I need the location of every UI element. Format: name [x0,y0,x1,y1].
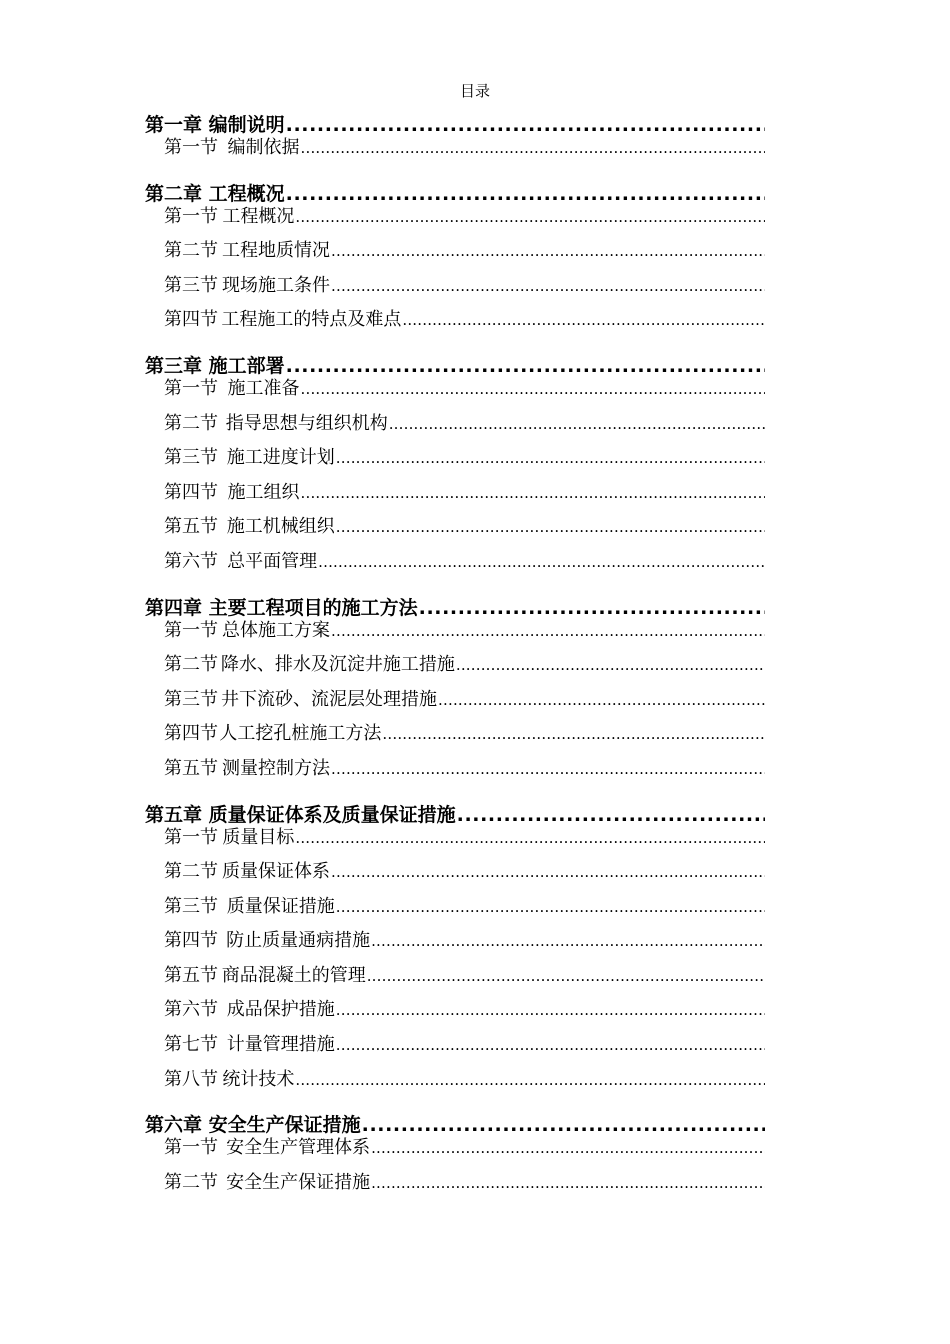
section-title: 成品保护措施 [226,999,335,1021]
section-number: 第八节 [164,1068,218,1090]
toc-chapter-entry[interactable] [145,595,765,621]
section-title: 施工组织 [227,481,300,503]
dot-leader [286,112,765,138]
dot-leader [456,653,765,677]
dot-leader [331,860,765,884]
dot-leader [371,1136,765,1160]
dot-leader [336,515,765,539]
toc-chapter-entry[interactable] [145,1112,765,1138]
section-title: 质量保证体系 [222,861,331,883]
toc-section-entry[interactable] [145,377,765,412]
section-title: 防止质量通病措施 [226,930,371,952]
toc-section-entry[interactable] [145,1136,765,1171]
section-title: 测量控制方法 [222,757,331,779]
toc-section-entry[interactable] [145,274,765,309]
toc-section-entry[interactable] [145,136,765,171]
dot-leader [371,1171,765,1195]
section-number: 第一节 [164,377,218,399]
toc-section-entry[interactable] [145,412,765,447]
dot-leader [419,595,765,621]
section-number: 第一节 [164,619,218,641]
section-title: 编制依据 [227,137,300,158]
section-number: 第四节 [164,481,218,503]
dot-leader [286,353,765,379]
dot-leader [336,446,765,470]
section-number: 第六节 [164,550,218,572]
section-number: 第二节 [164,654,218,676]
toc-section-entry[interactable] [145,481,765,516]
section-title: 质量目标 [222,826,295,848]
dot-leader [382,722,765,746]
toc-section-entry[interactable] [145,929,765,964]
toc-chapter-block [145,181,765,343]
chapter-heading: 第五章 质量保证体系及质量保证措施 [145,803,456,826]
dot-leader [331,274,765,298]
section-title: 降水、排水及沉淀井施工措施 [220,654,455,676]
dot-leader [331,239,765,263]
dot-leader [331,619,765,643]
section-title: 工程地质情况 [222,240,331,262]
dot-leader [301,377,765,401]
table-of-contents [145,112,765,1215]
toc-section-entry[interactable] [145,239,765,274]
toc-chapter-block [145,1112,765,1205]
dot-leader [336,1033,765,1057]
section-number: 第三节 [164,274,218,296]
toc-section-entry[interactable] [145,757,765,792]
dot-leader [457,802,765,828]
toc-section-entry[interactable] [145,998,765,1033]
section-number: 第四节 [164,930,218,952]
chapter-heading: 第四章 主要工程项目的施工方法 [145,596,418,619]
toc-section-entry[interactable] [145,826,765,861]
section-number: 第六节 [164,999,218,1021]
section-number: 第七节 [164,1034,218,1056]
section-title: 质量保证措施 [226,895,335,917]
section-number: 第四节 [164,723,218,745]
section-title: 统计技术 [222,1068,295,1090]
section-number: 第二节 [164,861,218,883]
dot-leader [336,895,765,919]
section-number: 第一节 [164,205,218,227]
section-number: 第三节 [164,895,218,917]
section-number: 第二节 [164,240,218,262]
section-title: 现场施工条件 [222,274,331,296]
section-number: 第四节 [164,309,218,331]
section-title: 施工准备 [227,377,300,399]
toc-chapter-entry[interactable] [145,181,765,207]
section-title: 安全生产保证措施 [226,1171,371,1193]
section-number: 第三节 [164,447,218,469]
dot-leader [371,929,765,953]
chapter-heading: 第六章 安全生产保证措施 [145,1114,361,1137]
dot-leader [295,1068,765,1092]
toc-title: 目录 [459,82,490,100]
toc-section-entry[interactable] [145,653,765,688]
dot-leader [402,308,765,332]
chapter-heading: 第二章 工程概况 [145,182,285,205]
section-number: 第三节 [164,688,218,710]
section-title: 井下流砂、流泥层处理措施 [221,688,438,710]
dot-leader [389,412,765,436]
section-number: 第二节 [164,1171,218,1193]
section-title: 指导思想与组织机构 [225,412,388,434]
toc-section-entry[interactable] [145,550,765,585]
toc-section-entry[interactable] [145,1033,765,1068]
toc-chapter-block [145,353,765,585]
chapter-heading: 第一章 编制说明 [145,114,285,136]
section-number: 第二节 [164,412,218,434]
section-title: 总体施工方案 [222,619,331,641]
dot-leader [362,1112,765,1138]
section-number: 第一节 [164,137,218,158]
dot-leader [301,481,765,505]
toc-section-entry[interactable] [145,308,765,343]
toc-chapter-entry[interactable] [145,802,765,828]
dot-leader [438,688,765,712]
toc-section-entry[interactable] [145,619,765,654]
toc-section-entry[interactable] [145,1171,765,1206]
dot-leader [367,964,765,988]
section-number: 第五节 [164,964,218,986]
toc-section-entry[interactable] [145,860,765,895]
section-title: 人工挖孔桩施工方法 [219,723,382,745]
section-title: 工程施工的特点及难点 [221,309,402,331]
section-number: 第一节 [164,1137,218,1159]
toc-section-entry[interactable] [145,205,765,240]
section-title: 施工机械组织 [226,516,335,538]
section-title: 总平面管理 [227,550,318,572]
toc-section-entry[interactable] [145,1068,765,1103]
toc-chapter-entry[interactable] [145,353,765,379]
section-number: 第一节 [164,826,218,848]
toc-section-entry[interactable] [145,964,765,999]
section-title: 工程概况 [222,205,295,227]
section-title: 计量管理措施 [226,1034,335,1056]
toc-chapter-block [145,595,765,792]
toc-chapter-entry[interactable] [145,112,765,138]
dot-leader [286,181,765,207]
dot-leader [318,550,765,574]
toc-chapter-block [145,112,765,171]
toc-section-entry[interactable] [145,895,765,930]
toc-section-entry[interactable] [145,688,765,723]
dot-leader [301,136,765,160]
section-title: 商品混凝土的管理 [221,964,366,986]
toc-section-entry[interactable] [145,446,765,481]
toc-section-entry[interactable] [145,515,765,550]
chapter-heading: 第三章 施工部署 [145,354,285,377]
dot-leader [331,757,765,781]
toc-chapter-block [145,802,765,1103]
section-number: 第五节 [164,516,218,538]
section-title: 施工进度计划 [226,447,335,469]
dot-leader [295,826,765,850]
toc-section-entry[interactable] [145,722,765,757]
section-title: 安全生产管理体系 [226,1137,371,1159]
dot-leader [336,998,765,1022]
section-number: 第五节 [164,757,218,779]
dot-leader [295,205,765,229]
